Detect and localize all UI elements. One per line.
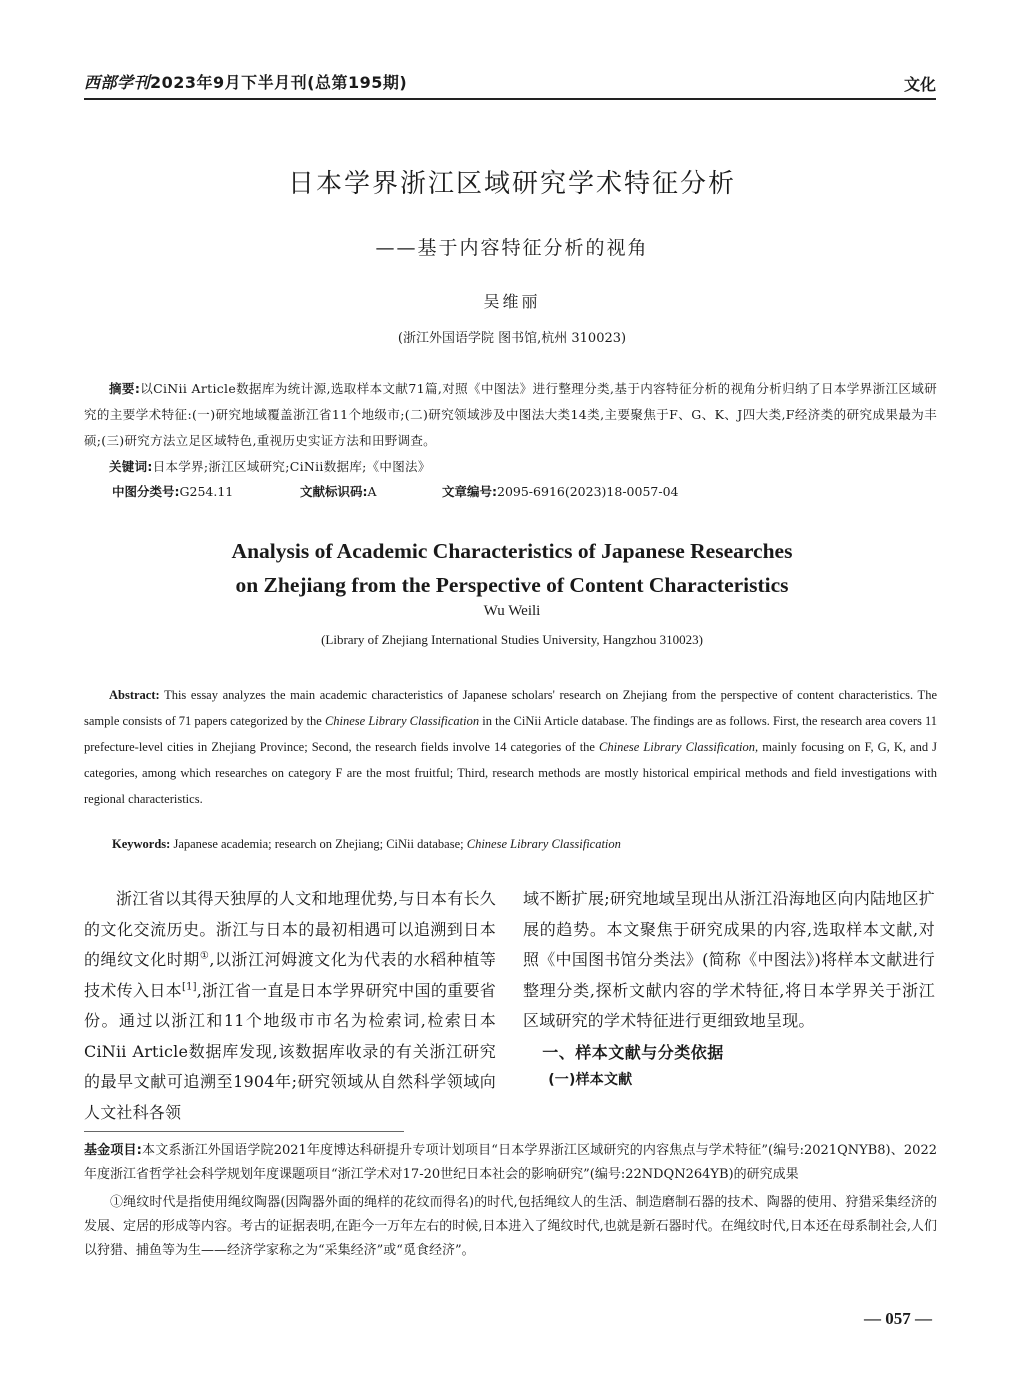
citation-marker: [1]	[182, 981, 197, 993]
abstract-en-label: Abstract:	[109, 688, 160, 702]
abstract-cn-label: 摘要:	[109, 381, 141, 396]
article-title-en	[0, 534, 1024, 602]
article-subtitle-cn: ——基于内容特征分析的视角	[375, 237, 649, 259]
doc-code-value: A	[367, 484, 377, 499]
abstract-en-emphasis2: Chinese Library Classification,	[599, 740, 759, 754]
affiliation-cn: (浙江外国语学院 图书馆,杭州 310023)	[397, 331, 627, 346]
running-header-journal	[84, 70, 407, 93]
classification-row	[112, 482, 678, 500]
clc-label: 中图分类号:	[112, 484, 180, 499]
subsection-heading: (一)样本文献	[548, 1072, 633, 1088]
clc-value: G254.11	[179, 484, 234, 499]
body-column-left	[84, 884, 496, 1128]
article-title-en-line2: on Zhejiang from the Perspective of Content Characteristics	[235, 573, 789, 597]
body-paragraph	[84, 884, 496, 1128]
article-number-label: 文章编号:	[442, 484, 497, 499]
author-en: Wu Weili	[483, 603, 541, 619]
header-rule	[84, 98, 936, 100]
affiliation-en: (Library of Zhejiang International Studies University, Hangzhou 310023)	[321, 632, 703, 647]
fund-label: 基金项目:	[84, 1143, 142, 1158]
keywords-cn-text: 日本学界;浙江区域研究;CiNii数据库;《中图法》	[152, 459, 431, 474]
abstract-cn-text: 以CiNii Article数据库为统计源,选取样本文献71篇,对照《中图法》进行整理分类,基于内容特征分析的视角分析归纳了日本学界浙江区域研究的主要学术特征:(一)研究地域覆盖浙江省11个地级市;(二)研究领域涉及中图法大类14类,主要聚焦于F、G、K、J四大类,F经济类的研究成果最为丰硕;(三)研究方法立足区域特色,重视历史实证方法和田野调查。	[84, 381, 938, 448]
body-text: ,浙江省一直是日本学界研究中国的重要省份。通过以浙江和11个地级市市名为检索词,检索日本CiNii Article数据库发现,该数据库收录的有关浙江研究的最早文献可追溯至1904年;研究领域从自然科学领域向人文社科各领	[84, 980, 497, 1122]
keywords-en-emphasis: Chinese Library Classification	[466, 837, 621, 851]
abstract-en-part2: in the CiNii Article database. The findings are as follows. First, the research area covers 11 prefecture-level cities in Zhejiang Province; Second, the research fields involve 14 categories of the	[84, 714, 938, 754]
section-heading: 一、样本文献与分类依据	[542, 1042, 724, 1062]
keywords-cn-label: 关键词:	[109, 459, 153, 474]
body-text: ,以浙江河姆渡文化为代表的水稻种植等技术传入日本	[84, 950, 497, 1000]
footnote-marker: ①	[199, 950, 210, 962]
footnotes	[84, 1139, 937, 1263]
page-number: — 057 —	[864, 1309, 932, 1328]
article-number-value: 2095-6916(2023)18-0057-04	[497, 484, 679, 499]
keywords-en	[112, 837, 621, 852]
doc-code-label: 文献标识码:	[300, 484, 368, 499]
keywords-en-label: Keywords:	[112, 837, 171, 851]
abstract-en-part1: This essay analyzes the main academic characteristics of Japanese scholars' research on Zhejiang from the perspective of content characteristics. The sample consists of 71 papers categorized by the	[84, 688, 937, 728]
keywords-en-text: Japanese academia; research on Zhejiang; CiNii database;	[173, 837, 464, 851]
abstract-en-part3: mainly focusing on F, G, K, and J categories, among which researches on category F are the most fruitful; Third, research methods are mostly historical empirical methods and field investigations with regional characteristics.	[84, 740, 938, 806]
journal-issue: 2023年9月下半月刊(总第195期)	[150, 73, 408, 92]
footnote-rule	[84, 1131, 404, 1132]
body-text: 浙江省以其得天独厚的人文和地理优势,与日本有长久的文化交流历史。浙江与日本的最初相遇可以追溯到日本的绳纹文化时期	[84, 889, 496, 969]
body-paragraph: 域不断扩展;研究地域呈现出从浙江沿海地区向内陆地区扩展的趋势。本文聚焦于研究成果的内容,选取样本文献,对照《中国图书馆分类法》(简称《中图法》)将样本文献进行整理分类,探析文献内容的学术特征,将日本学界关于浙江区域研究的学术特征进行更细致地呈现。	[523, 889, 935, 1030]
running-header-section: 文化	[903, 75, 936, 94]
abstract-en	[84, 682, 937, 812]
journal-logo: 西部学刊	[84, 73, 151, 92]
fund-text: 本文系浙江外国语学院2021年度博达科研提升专项计划项目“日本学界浙江区域研究的内容焦点与学术特征”(编号:2021QNYB8)、2022年度浙江省哲学社会科学规划年度课题项目“浙江学术对17-20世纪日本社会的影响研究”(编号:22NDQN264YB)的研究成果	[84, 1143, 938, 1182]
article-title-cn: 日本学界浙江区域研究学术特征分析	[287, 169, 736, 199]
footnote-1: ①绳纹时代是指使用绳纹陶器(因陶器外面的绳样的花纹而得名)的时代,包括绳纹人的生活、制造磨制石器的技术、陶器的使用、狩猎采集经济的发展、定居的形成等内容。考古的证据表明,在距今一万年左右的时候,日本进入了绳纹时代,也就是新石器时代。在绳纹时代,日本还在母系制社会,人们以狩猎、捕鱼等为生——经济学家称之为“采集经济”或“觅食经济”。	[84, 1195, 937, 1258]
body-column-right	[523, 884, 935, 1092]
abstract-cn	[84, 376, 937, 480]
abstract-en-emphasis1: Chinese Library Classification	[324, 714, 480, 728]
author-cn: 吴维丽	[483, 292, 541, 311]
article-title-en-line1: Analysis of Academic Characteristics of Japanese Researches	[231, 539, 793, 563]
